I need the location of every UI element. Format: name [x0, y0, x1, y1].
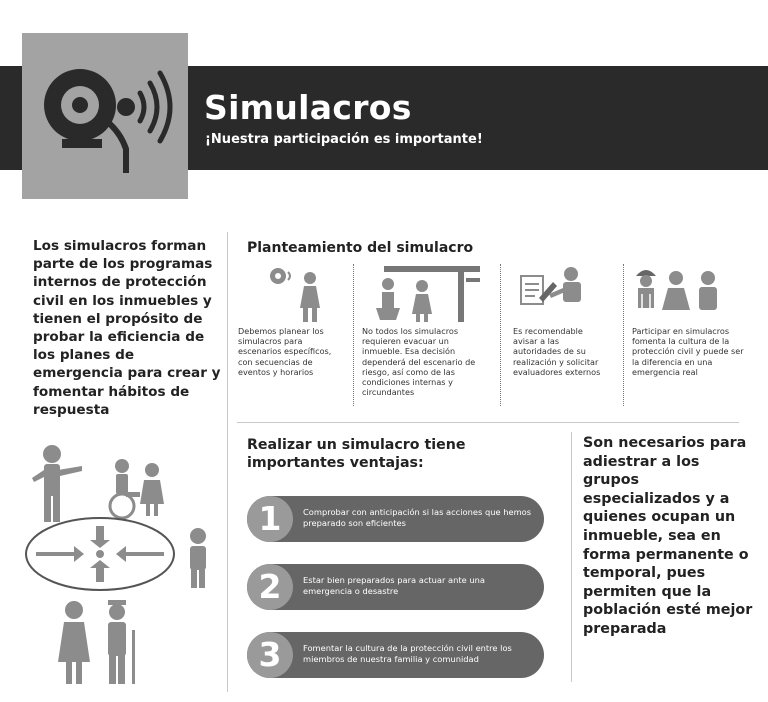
document-notify-icon	[513, 264, 613, 324]
page-subtitle: ¡Nuestra participación es importante!	[205, 132, 483, 147]
boy-icon	[190, 528, 206, 588]
evacuation-scene-illustration	[22, 440, 222, 690]
planning-item-text: Participar en simulacros fomenta la cultura de la protección civil y puede ser la diferencia en una emergencia real	[632, 326, 744, 377]
alarm-bell-icon	[22, 33, 188, 199]
alarm-person-icon	[238, 264, 346, 324]
evacuation-icon	[362, 264, 492, 324]
intro-text: Los simulacros forman parte de los programas internos de protección civil en los inmuebles y tienen el propósito de probar la eficiencia de los planes de emergencia para crear y fomentar hábitos de respuesta	[33, 238, 221, 418]
advantage-number: 2	[258, 567, 282, 606]
advantage-text: Estar bien preparados para actuar ante una emergencia o desastre	[303, 575, 485, 597]
dotted-separator	[623, 264, 624, 406]
separator-right	[571, 432, 572, 682]
planning-item-text: Es recomendable avisar a las autoridades de su realización y solicitar evaluadores externos	[513, 326, 601, 377]
advantage-item	[247, 496, 544, 542]
conclusion-text: Son necesarios para adiestrar a los grupos especializados y a quienes ocupan un inmueble, sea en forma permanente o temporal, pues permiten que la población esté mejor preparada	[583, 435, 753, 637]
elderly-couple-icon	[58, 600, 135, 684]
planning-item	[513, 264, 613, 406]
wheelchair-person-icon	[110, 459, 140, 518]
advantages-title: Realizar un simulacro tiene importantes ventajas:	[247, 437, 466, 471]
pointing-person-icon	[32, 445, 82, 522]
planning-item	[238, 264, 346, 406]
advantage-number: 3	[258, 635, 282, 674]
planning-item	[362, 264, 492, 406]
page-title: Simulacros	[204, 88, 412, 127]
dotted-separator	[500, 264, 501, 406]
alarm-icon-box	[22, 33, 188, 199]
advantage-item	[247, 564, 544, 610]
section-divider	[237, 422, 739, 423]
dotted-separator	[353, 264, 354, 406]
planning-item-text: No todos los simulacros requieren evacuar un inmueble. Esa decisión dependerá del escenario de riesgo, así como de las condiciones internas y circundantes	[362, 326, 476, 398]
meeting-point-icon	[26, 518, 174, 590]
planning-title: Planteamiento del simulacro	[247, 240, 474, 256]
planning-item	[632, 264, 747, 406]
advantage-item	[247, 632, 544, 678]
planning-item-text: Debemos planear los simulacros para escenarios específicos, con secuencias de eventos y horarios	[238, 326, 332, 377]
girl-icon	[140, 463, 164, 516]
advantage-text: Comprobar con anticipación si las acciones que hemos preparado son eficientes	[303, 507, 532, 529]
advantage-number: 1	[258, 499, 282, 538]
separator-left	[227, 232, 228, 692]
community-icon	[632, 264, 747, 324]
advantage-text: Fomentar la cultura de la protección civil entre los miembros de nuestra familia y comunidad	[303, 643, 512, 665]
